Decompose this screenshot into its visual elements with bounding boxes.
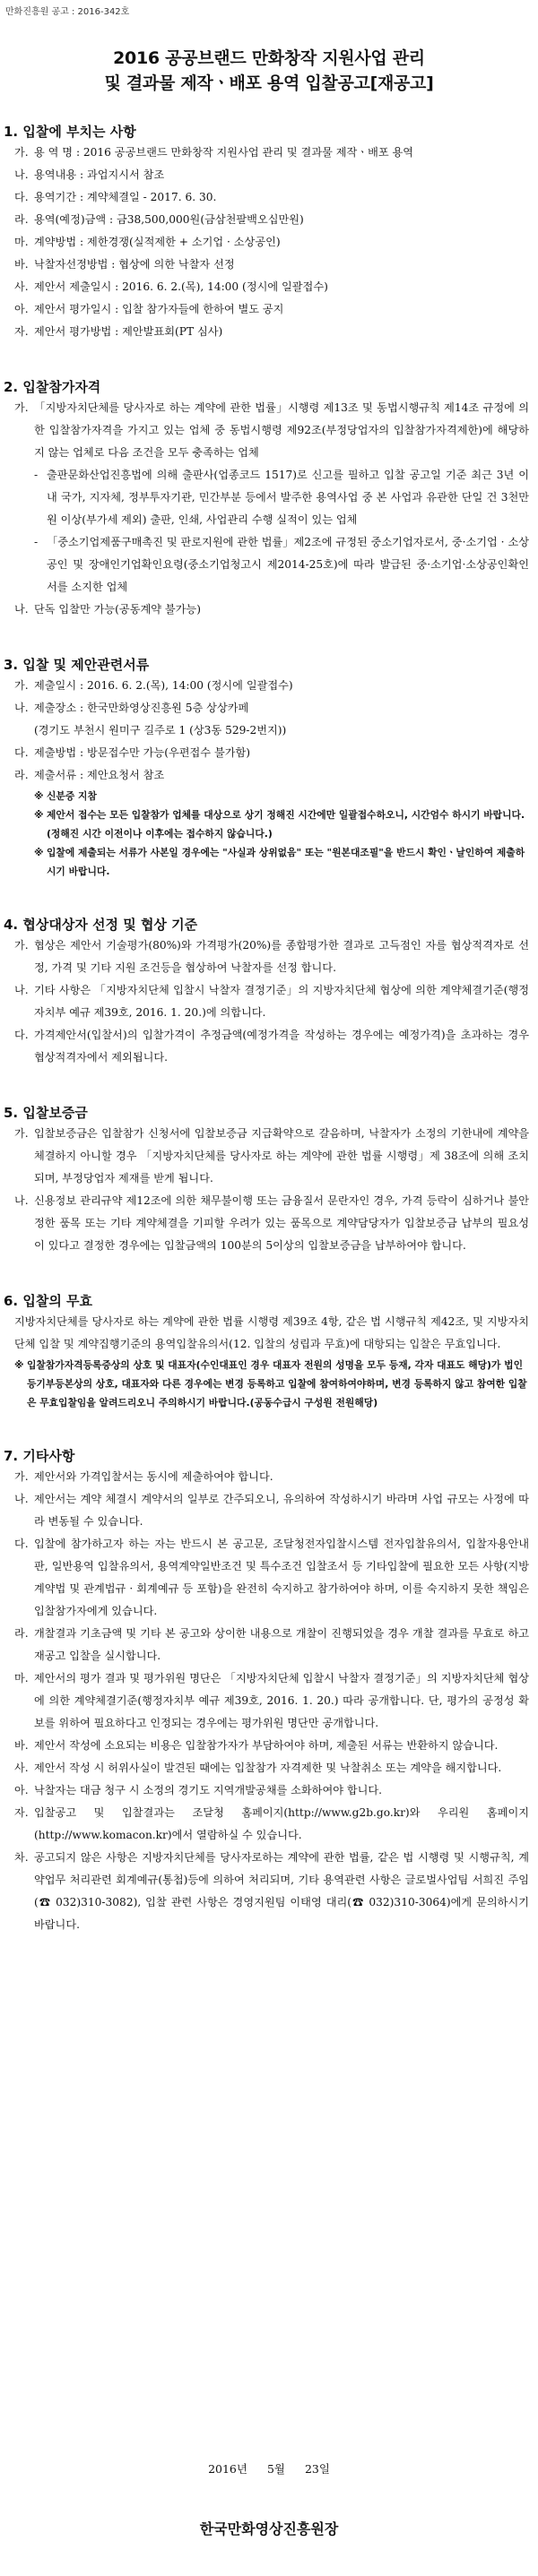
notice-content xyxy=(0,122,538,1970)
note-item: ※ 제안서 접수는 모든 입찰참가 업체를 대상으로 상기 정해진 시간에만 일괄접수하오니, 시간엄수 하시기 바랍니다.(정해진 시간 이전이나 이후에는 접수하지 않습니다.) xyxy=(34,809,525,840)
section-title: 5. 입찰보증금 xyxy=(4,1105,88,1121)
note-item: ※ 신분증 지참 xyxy=(34,790,97,802)
list-item: 바. 제안서 작성에 소요되는 비용은 입찰참가자가 부담하여야 하며, 제출된 서류는 반환하지 않습니다. xyxy=(14,1739,499,1752)
section-title: 2. 입찰참가자격 xyxy=(4,379,101,395)
list-item: 라. 제출서류 : 제안요청서 참조 xyxy=(14,769,165,781)
section-6 xyxy=(0,1291,538,1412)
notes-block xyxy=(0,787,538,881)
list-item: 사. 제안서 작성 시 허위사실이 발견된 때에는 입찰참가 자격제한 및 낙찰취소 또는 계약을 해지합니다. xyxy=(14,1762,502,1774)
section-1 xyxy=(0,122,538,343)
list-item: 가. 제안서와 가격입찰서는 동시에 제출하여야 합니다. xyxy=(14,1470,273,1483)
section-title: 7. 기타사항 xyxy=(4,1448,75,1464)
note-item: ※ 입찰에 제출되는 서류가 사본일 경우에는 "사실과 상위없음" 또는 "원본대조필"을 반드시 확인ㆍ날인하여 제출하시기 바랍니다. xyxy=(34,847,525,877)
list-item: 가. 용 역 명 : 2016 공공브랜드 만화창작 지원사업 관리 및 결과물 제작ㆍ배포 용역 xyxy=(14,146,414,159)
section-paragraph: 지방자치단체를 당사자로 하는 계약에 관한 법률 시행령 제39조 4항, 같은 법 시행규칙 제42조, 및 지방자치단체 입찰 및 계약집행기준의 용역입찰유의서(12. 입찰의 성립과 무효)에 대항되는 입찰은 무효입니다. xyxy=(14,1315,529,1350)
section-title: 1. 입찰에 부치는 사항 xyxy=(4,124,136,140)
list-subitem: - 출판문화산업진흥법에 의해 출판사(업종코드 1517)로 신고를 필하고 입찰 공고일 기준 최근 3년 이내 국가, 지자체, 정부투자기관, 민간부분 등에서 발주한 용역사업 중 본 사업과 유관한 단일 건 3천만원 이상(부가세 제외) 출판, 인쇄, 사업관리 수행 실적이 있는 업체 xyxy=(34,469,529,526)
list-item: 가. 「지방자치단체를 당사자로 하는 계약에 관한 법률」시행령 제13조 및 동법시행규칙 제14조 규정에 의한 입찰참가자격을 가지고 있는 업체 중 동법시행령 제92조(부정당업자의 입찰참가자격제한)에 해당하지 않는 업체로 다음 조건을 모두 충족하는 업체 xyxy=(14,401,529,459)
issuing-organization: 한국만화영상진흥원장 xyxy=(199,2520,339,2537)
address-line: (경기도 부천시 원미구 길주로 1 (상3동 529-2번지)) xyxy=(34,724,287,737)
list-item: 바. 낙찰자선정방법 : 협상에 의한 낙찰자 선정 xyxy=(14,258,235,271)
list-item: 가. 입찰보증금은 입찰참가 신청서에 입찰보증금 지급확약으로 갈음하며, 낙찰자가 소정의 기한내에 계약을 체결하지 아니할 경우 「지방자치단체를 당사자로 하는 계약에 관한 법률 시행령」제 38조에 의해 조치되며, 부정당업자 제재를 받게 됩니다. xyxy=(14,1127,529,1185)
list-item: 나. 기타 사항은 「지방자치단체 입찰시 낙찰자 결정기준」의 지방자치단체 협상에 의한 계약체결기준(행정자치부 예규 제39호, 2016. 1. 20.)에 의합니다. xyxy=(14,984,529,1019)
list-item: 다. 제출방법 : 방문접수만 가능(우편접수 불가함) xyxy=(14,746,251,759)
section-title: 6. 입찰의 무효 xyxy=(4,1293,93,1309)
notice-reference: 만화진흥원 공고 : 2016-342호 xyxy=(5,7,130,17)
list-item: 나. 제출장소 : 한국만화영상진흥원 5층 상상카페 xyxy=(14,702,249,714)
list-item: 나. 용역내용 : 과업지시서 참조 xyxy=(14,168,165,181)
list-item: 아. 낙찰자는 대금 청구 시 소정의 경기도 지역개발공채를 소화하여야 합니다. xyxy=(14,1784,383,1796)
list-item: 마. 제안서의 평가 결과 및 평가위원 명단은 「지방자치단체 입찰시 낙찰자 결정기준」의 지방자치단체 협상에 의한 계약체결기준(행정자치부 예규 제39호, 2016. 1. 20.) 따라 공개합니다. 단, 평가의 공정성 확보를 위하여 필요하다고 인정되는 경우에는 평가위원 명단만 공개합니다. xyxy=(14,1672,529,1729)
section-4 xyxy=(0,915,538,1069)
section-2 xyxy=(0,377,538,621)
section-title: 3. 입찰 및 제안관련서류 xyxy=(4,657,150,673)
list-item: 라. 용역(예정)금액 : 금38,500,000원(금삼천팔백오십만원) xyxy=(14,213,304,226)
notice-title-line2: 및 결과물 제작ㆍ배포 용역 입찰공고[재공고] xyxy=(104,73,434,93)
list-item: 다. 용역기간 : 계약체결일 - 2017. 6. 30. xyxy=(14,191,217,203)
list-item: 라. 개찰결과 기초금액 및 기타 본 공고와 상이한 내용으로 개찰이 진행되었을 경우 개찰 결과를 무효로 하고 재공고 입찰을 실시합니다. xyxy=(14,1627,529,1662)
list-item: 다. 입찰에 참가하고자 하는 자는 반드시 본 공고문, 조달청전자입찰시스템 전자입찰유의서, 입찰자용안내판, 일반용역 입찰유의서, 용역계약일반조건 및 특수조건 입찰조서 등 기타입찰에 필요한 모든 사항(지방계약법 및 관계법규 · 회계예규 등 포함)을 완전히 숙지하고 참가하여야 하며, 이를 숙지하지 못한 책임은 입찰참가자에게 있습니다. xyxy=(14,1538,529,1617)
section-title: 4. 협상대상자 선정 및 협상 기준 xyxy=(4,917,198,933)
section-3 xyxy=(0,655,538,881)
list-item: 마. 계약방법 : 제한경쟁(실적제한 + 소기업 · 소상공인) xyxy=(14,236,281,248)
section-5 xyxy=(0,1103,538,1257)
list-subitem: - 「중소기업제품구매촉진 및 판로지원에 관한 법률」제2조에 규정된 중소기업자로서, 중·소기업 · 소상공인 및 장애인기업확인요령(중소기업청고시 제2014-25호)에 따라 발급된 중·소기업·소상공인확인서를 소지한 업체 xyxy=(34,536,529,593)
list-item: 나. 신용정보 관리규약 제12조에 의한 채무불이행 또는 금융질서 문란자인 경우, 가격 등락이 심하거나 불안정한 품목 또는 기타 계약체결을 기피할 우려가 있는 품목으로 계약담당자가 입찰보증금 납부의 필요성이 있다고 결정한 경우에는 입찰금액의 100분의 5이상의 입찰보증금을 납부하여야 합니다. xyxy=(14,1194,529,1252)
list-item: 가. 협상은 제안서 기술평가(80%)와 가격평가(20%)를 종합평가한 결과로 고득점인 자를 협상적격자로 선정, 가격 및 기타 지원 조건등을 협상하여 낙찰자를 선정 합니다. xyxy=(14,939,529,974)
list-item: 가. 제출일시 : 2016. 6. 2.(목), 14:00 (정시에 일괄접수) xyxy=(14,679,293,692)
list-item: 자. 제안서 평가방법 : 제안발표회(PT 심사) xyxy=(14,325,223,338)
list-item: 아. 제안서 평가일시 : 입찰 참가자들에 한하여 별도 공지 xyxy=(14,303,284,315)
list-item: 나. 제안서는 계약 체결시 계약서의 일부로 간주되오니, 유의하여 작성하시기 바라며 사업 규모는 사정에 따라 변동될 수 있습니다. xyxy=(14,1493,529,1528)
list-item: 나. 단독 입찰만 가능(공동계약 불가능) xyxy=(14,603,201,616)
list-item: 자. 입찰공고 및 입찰결과는 조달청 홈페이지(http://www.g2b.go.kr)와 우리원 홈페이지(http://www.komacon.kr)에서 열람하실 수 있습니다. xyxy=(14,1806,529,1841)
section-7 xyxy=(0,1446,538,1936)
list-item: 다. 가격제안서(입찰서)의 입찰가격이 추정금액(예정가격을 작성하는 경우에는 예정가격)을 초과하는 경우 협상적격자에서 제외됩니다. xyxy=(14,1029,529,1064)
notice-date: 2016년 5월 23일 xyxy=(208,2462,330,2476)
list-item: 차. 공고되지 않은 사항은 지방자치단체를 당사자로하는 계약에 관한 법률, 같은 법 시행령 및 시행규칙, 계약업무 처리관련 회계예규(통첩)등에 의하여 처리되며, 기타 용역관련 사항은 글로벌사업팀 서희진 주임(☎ 032)310-3082), 입찰 관련 사항은 경영지원팀 이태영 대리(☎ 032)310-3064)에게 문의하시기 바랍니다. xyxy=(14,1851,529,1931)
note-item: ※ 입찰참가자격등록증상의 상호 및 대표자(수인대표인 경우 대표자 전원의 성명을 모두 등재, 각자 대표도 해당)가 법인등기부등본상의 상호, 대표자와 다른 경우에는 변경 등록하고 입찰에 참여하여야하며, 변경 등록하지 않고 참여한 입찰은 무효입찰임을 알려드리오니 주의하시기 바랍니다.(공동수급시 구성원 전원해당) xyxy=(14,1359,527,1409)
notice-title-line1: 2016 공공브랜드 만화창작 지원사업 관리 xyxy=(113,48,425,68)
list-item: 사. 제안서 제출일시 : 2016. 6. 2.(목), 14:00 (정시에 일괄접수) xyxy=(14,280,328,293)
